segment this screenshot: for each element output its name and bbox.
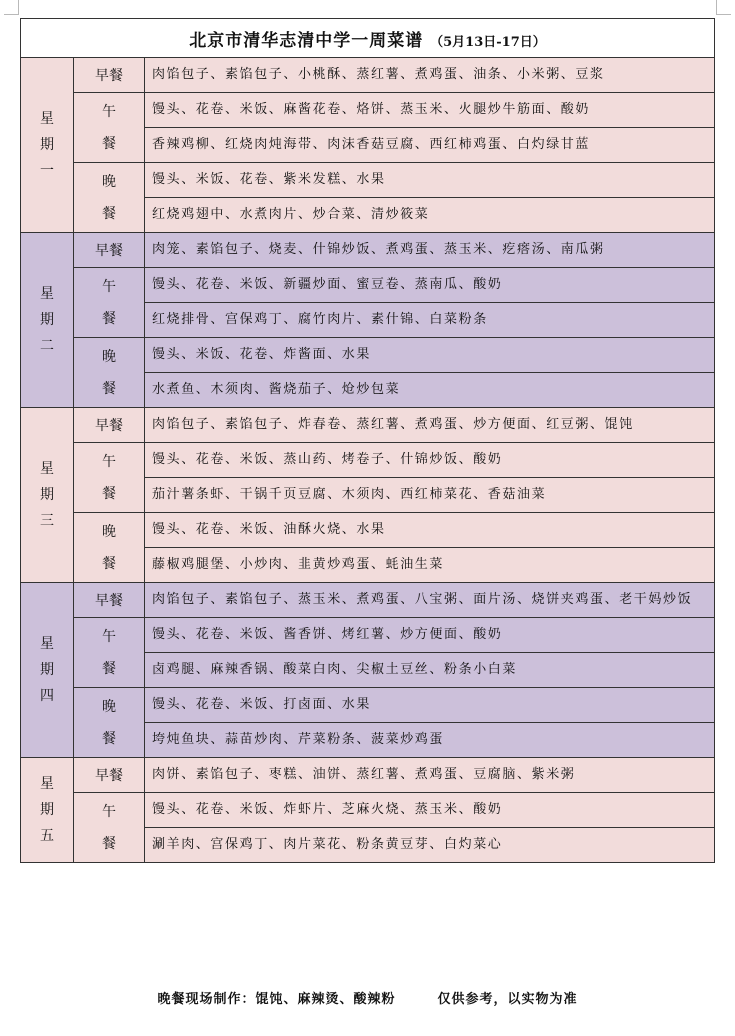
menu-items: 茄汁薯条虾、干锅千页豆腐、木须肉、西红柿菜花、香菇油菜 [145, 478, 715, 513]
menu-row [21, 758, 715, 793]
page-corner-mark-right [716, 0, 731, 15]
meal-label: 午 餐 [74, 443, 145, 513]
menu-items: 馒头、花卷、米饭、酱香饼、烤红薯、炒方便面、酸奶 [145, 618, 715, 653]
menu-items: 肉饼、素馅包子、枣糕、油饼、蒸红薯、煮鸡蛋、豆腐脑、紫米粥 [145, 758, 715, 793]
weekly-menu-table [20, 18, 715, 863]
menu-row [21, 58, 715, 93]
day-label: 星 期 二 [21, 233, 74, 408]
menu-items: 馒头、花卷、米饭、麻酱花卷、烙饼、蒸玉米、火腿炒牛筋面、酸奶 [145, 93, 715, 128]
menu-row [21, 338, 715, 373]
meal-label: 早餐 [74, 58, 145, 93]
menu-row [21, 408, 715, 443]
footer-note: 晚餐现场制作：馄饨、麻辣烫、酸辣粉 [157, 992, 396, 1007]
menu-row [21, 443, 715, 478]
menu-items: 馒头、花卷、米饭、新疆炒面、蜜豆卷、蒸南瓜、酸奶 [145, 268, 715, 303]
date-range: （5月13日-17日） [430, 34, 546, 50]
menu-items: 垮炖鱼块、蒜苗炒肉、芹菜粉条、菠菜炒鸡蛋 [145, 723, 715, 758]
menu-items: 红烧排骨、宫保鸡丁、腐竹肉片、素什锦、白菜粉条 [145, 303, 715, 338]
menu-items: 肉馅包子、素馅包子、小桃酥、蒸红薯、煮鸡蛋、油条、小米粥、豆浆 [145, 58, 715, 93]
menu-items: 肉笼、素馅包子、烧麦、什锦炒饭、煮鸡蛋、蒸玉米、疙瘩汤、南瓜粥 [145, 233, 715, 268]
day-label: 星 期 三 [21, 408, 74, 583]
meal-label: 午 餐 [74, 93, 145, 163]
menu-items: 馒头、米饭、花卷、炸酱面、水果 [145, 338, 715, 373]
menu-row [21, 513, 715, 548]
menu-items: 馒头、花卷、米饭、打卤面、水果 [145, 688, 715, 723]
meal-label: 早餐 [74, 233, 145, 268]
day-label: 星 期 一 [21, 58, 74, 233]
meal-label: 晚 餐 [74, 163, 145, 233]
menu-row [21, 93, 715, 128]
menu-row [21, 618, 715, 653]
meal-label: 午 餐 [74, 793, 145, 863]
menu-items: 藤椒鸡腿堡、小炒肉、韭黄炒鸡蛋、蚝油生菜 [145, 548, 715, 583]
menu-items: 肉馅包子、素馅包子、蒸玉米、煮鸡蛋、八宝粥、面片汤、烧饼夹鸡蛋、老干妈炒饭 [145, 583, 715, 618]
menu-row [21, 793, 715, 828]
menu-items: 香辣鸡柳、红烧肉炖海带、肉沫香菇豆腐、西红柿鸡蛋、白灼绿甘蓝 [145, 128, 715, 163]
meal-label: 早餐 [74, 583, 145, 618]
menu-items: 涮羊肉、宫保鸡丁、肉片菜花、粉条黄豆芽、白灼菜心 [145, 828, 715, 863]
menu-items: 肉馅包子、素馅包子、炸春卷、蒸红薯、煮鸡蛋、炒方便面、红豆粥、馄饨 [145, 408, 715, 443]
menu-items: 馒头、花卷、米饭、炸虾片、芝麻火烧、蒸玉米、酸奶 [145, 793, 715, 828]
menu-row [21, 268, 715, 303]
menu-items: 卤鸡腿、麻辣香锅、酸菜白肉、尖椒土豆丝、粉条小白菜 [145, 653, 715, 688]
menu-items: 馒头、米饭、花卷、紫米发糕、水果 [145, 163, 715, 198]
meal-label: 午 餐 [74, 268, 145, 338]
menu-row [21, 688, 715, 723]
menu-row [21, 233, 715, 268]
menu-title-cell [21, 19, 715, 58]
title-row [21, 19, 715, 58]
day-label: 星 期 四 [21, 583, 74, 758]
footer [0, 988, 735, 1007]
meal-label: 早餐 [74, 408, 145, 443]
footer-disclaimer: 仅供参考，以实物为准 [437, 992, 578, 1007]
menu-items: 红烧鸡翅中、水煮肉片、炒合菜、清炒筱菜 [145, 198, 715, 233]
page-corner-mark-left [4, 0, 19, 15]
menu-items: 馒头、花卷、米饭、蒸山药、烤卷子、什锦炒饭、酸奶 [145, 443, 715, 478]
meal-label: 晚 餐 [74, 513, 145, 583]
meal-label: 午 餐 [74, 618, 145, 688]
meal-label: 晚 餐 [74, 338, 145, 408]
meal-label: 早餐 [74, 758, 145, 793]
menu-title: 北京市清华志清中学一周菜谱 [189, 30, 424, 51]
menu-row [21, 583, 715, 618]
day-label: 星 期 五 [21, 758, 74, 863]
menu-items: 馒头、花卷、米饭、油酥火烧、水果 [145, 513, 715, 548]
meal-label: 晚 餐 [74, 688, 145, 758]
menu-items: 水煮鱼、木须肉、酱烧茄子、炝炒包菜 [145, 373, 715, 408]
menu-row [21, 163, 715, 198]
